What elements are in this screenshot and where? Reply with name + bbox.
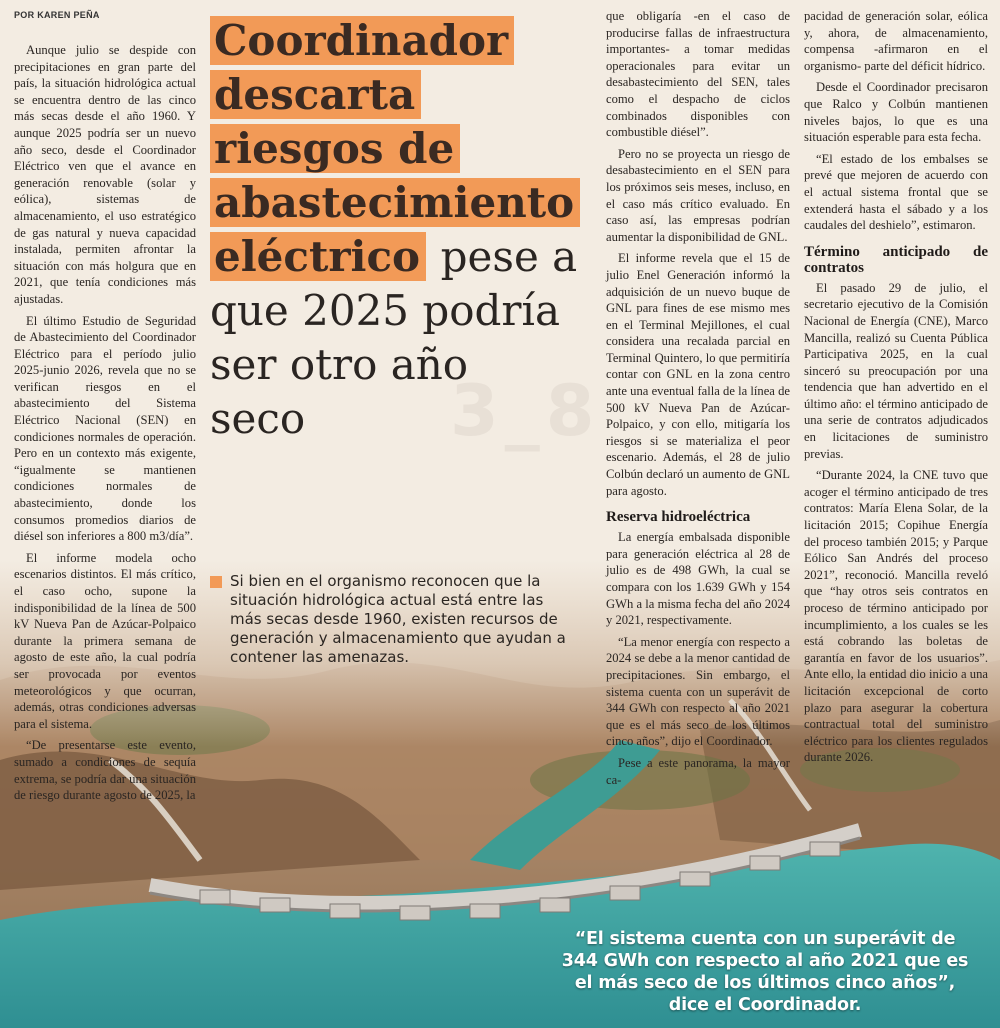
deck-summary xyxy=(210,572,570,667)
section-heading: Término anticipado de contratos xyxy=(804,243,988,276)
headline-rest xyxy=(210,284,602,446)
headline xyxy=(210,14,602,446)
headline-rest-first: pese a xyxy=(440,232,578,281)
headline-line: riesgos de xyxy=(210,124,460,173)
deck-text: Si bien en el organismo reconocen que la situación hidrológica actual está entre las más secas desde 1960, existen recursos de generación y almacenamiento que ayudan a contener las amenazas. xyxy=(230,572,566,666)
paragraph: Pero no se proyecta un riesgo de desabastecimiento en el SEN para los próximos seis meses, incluso, en el caso más crítico evaluado. En caso así, las empresas podrían aumentar la disponibilidad de GNL. xyxy=(606,146,790,244)
square-bullet-icon xyxy=(210,576,222,588)
paragraph: Pese a este panorama, la mayor ca- xyxy=(606,755,790,787)
watermark: 3_8 xyxy=(450,370,601,452)
paragraph: Desde el Coordinador precisaron que Ralco y Colbún mantienen niveles bajos, lo que es una situación esperable para esta fecha. xyxy=(804,80,988,145)
headline-line: descarta xyxy=(210,70,421,119)
paragraph: “El estado de los embalses se prevé que mejoren de acuerdo con el actual sistema frontal que se extenderá hasta el sábado y a los caudales del deshielo”, estimaron. xyxy=(804,151,988,233)
headline-highlighted xyxy=(210,14,602,284)
pull-quote: “El sistema cuenta con un superávit de 344 GWh con respecto al año 2021 que es el más seco de los últimos cinco años”, dice el Coordinador. xyxy=(561,929,969,1015)
paragraph: El informe modela ocho escenarios distintos. El más crítico, el caso ocho, supone la indisponibilidad de la línea de 500 kV Nueva Pan de Azúcar-Polpaico durante la primera semana de agosto de este año, la cual podría ser provocada por eventos meteorológicos y que ocurran, además, otras condiciones adversas para el sistema. xyxy=(14,550,196,731)
paragraph: La energía embalsada disponible para generación eléctrica al 28 de julio es de 498 GWh, la cual se compara con los 1.639 GWh y 154 GWh a la misma fecha del año 2024 y 2021, respectivamente. xyxy=(606,530,790,628)
headline-line: Coordinador xyxy=(210,16,514,65)
paragraph: El último Estudio de Seguridad de Abastecimiento del Coordinador Eléctrico para el período julio 2025-junio 2026, revela que no se verifican riesgos en el abastecimiento del Sistema Eléctrico Nacional (SEN) en condiciones normales de operación. Pero en un contexto más exigente, “igualmente se mantienen condiciones normales de abastecimiento, donde los consumos promedios diarios de diésel son inferiores a 800 m3/día”. xyxy=(14,313,196,544)
paragraph: “De presentarse este evento, sumado a condiciones de sequía extrema, se podría dar una situación de riesgo durante agosto de 2025, la xyxy=(14,738,196,803)
paragraph: Aunque julio se despide con precipitaciones en gran parte del país, la situación hidrológica actual se encuentra dentro de las cinco más secas desde el año 1960. Y aunque 2025 podría ser un nuevo año seco, desde el Coordinador Eléctrico ven que el avance en generación renovable (solar y eólica), sistemas de almacenamiento, el uso estratégico de gas natural y nueva capacidad instalada, permiten afrontar la situación con más holgura que en 2021, que tenía condiciones más ajustadas. xyxy=(14,43,196,306)
paragraph: “Durante 2024, la CNE tuvo que acoger el término anticipado de tres contratos: María Elena Solar, de la licitación 2015; Copihue Energía del proceso también 2015; y Parque Eólico San Andrés del proceso 2021”, reconoció. Mancilla reveló que “hay otros seis contratos en proceso de término anticipado por incumplimiento, a los cuales se les está cobrando las boletas de garantía en favor de los usuarios”. Ante ello, la entidad dio inicio a una licitación excepcional de corto plazo para asegurar la cobertura contractual total del suministro eléctrico para los clientes regulados durante 2026. xyxy=(804,468,988,765)
paragraph: El pasado 29 de julio, el secretario ejecutivo de la Comisión Nacional de Energía (CNE), Marco Mancilla, realizó su Cuenta Pública Participativa 2025, en la cual sinceró su preocupación por una tendencia que han advertido en el último año: el término anticipado de una serie de contratos adjudicados en licitaciones de suministro previas. xyxy=(804,280,988,461)
paragraph: que obligaría -en el caso de producirse fallas de infraestructura importantes- a tomar medidas operacionales para evitar un desabastecimiento del SEN, tales como el despacho de ciclos combinados disponibles con combustible diésel”. xyxy=(606,9,790,140)
section-heading: Reserva hidroeléctrica xyxy=(606,509,751,526)
headline-line: ser otro año xyxy=(210,340,469,389)
headline-line: eléctrico xyxy=(210,232,426,281)
headline-line: abastecimiento xyxy=(210,178,580,227)
article-column-1 xyxy=(14,42,196,809)
article-column-4 xyxy=(804,8,988,771)
headline-line: que 2025 podría xyxy=(210,286,560,335)
paragraph: “La menor energía con respecto a 2024 se debe a la menor cantidad de precipitaciones. Sin embargo, el sistema cuenta con un superávit de 344 GWh con respecto al año 2021 que es el más seco de los últimos cinco años”, dijo el Coordinador. xyxy=(606,634,790,749)
article-column-3 xyxy=(606,8,790,793)
byline: POR KAREN PEÑA xyxy=(14,10,100,20)
paragraph: pacidad de generación solar, eólica y, ahora, de almacenamiento, compensa -afirmaron en el organismo- parte del déficit hídrico. xyxy=(804,9,988,73)
headline-line: seco xyxy=(210,394,306,443)
paragraph: El informe revela que el 15 de julio Enel Generación informó la adquisición de un nuevo buque de GNL para fines de ese mismo mes en el Terminal Mejillones, el cual considera una recalada parcial en Terminal Quintero, lo que permitiría contar con GNL en la zona centro ante una eventual falla de la línea de 500 kV Nueva Pan de Azúcar-Polpaico, y con ello, mitigaría los riesgos si se materializa el peor escenario. Además, el 28 de julio Colbún declaró un aumento de GNL para agosto. xyxy=(606,251,790,498)
